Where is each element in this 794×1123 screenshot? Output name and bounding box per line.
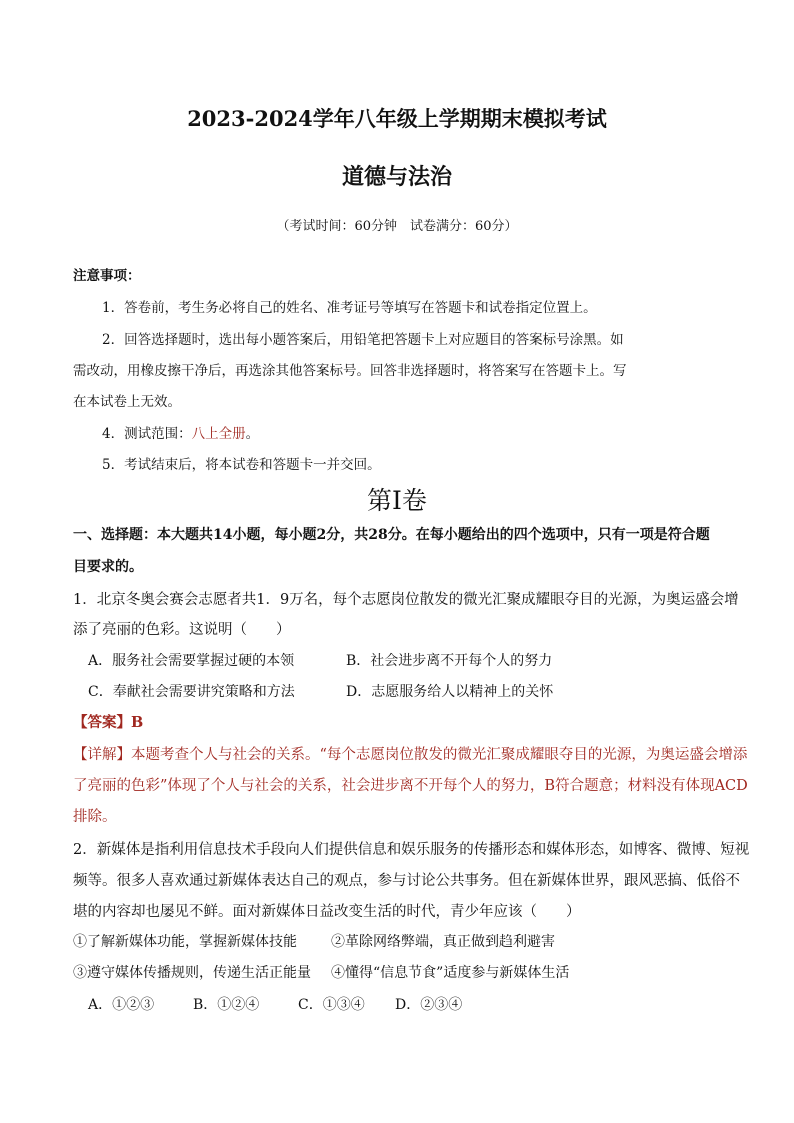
section-desc-line-1: 一、选择题：本大题共14小题，每小题2分，共28分。在每小题给出的四个选项中，只有一项是符合题 (73, 527, 710, 543)
q1-answer: 【答案】B (73, 714, 144, 731)
exam-title: 2023-2024学年八年级上学期期末模拟考试 (187, 106, 607, 131)
q1-detail-line-2: 了亮丽的色彩”体现了个人与社会的关系，社会进步离不开每个人的努力，B符合题意；材料没有体现ACD (73, 778, 748, 794)
q1-detail-line-3: 排除。 (73, 809, 117, 825)
q2-option-a: A．①②③ (88, 997, 155, 1013)
notice-heading: 注意事项： (73, 268, 141, 284)
q2-option-d: D．②③④ (395, 997, 463, 1013)
notice-item-4-suffix: 。 (245, 426, 260, 442)
notice-item-2-line-1: 2．回答选择题时，选出每小题答案后，用铅笔把答题卡上对应题目的答案标号涂黑。如 (102, 332, 624, 348)
q1-stem-line-1: 1．北京冬奥会赛会志愿者共1．9万名，每个志愿岗位散发的微光汇聚成耀眼夺目的光源，为奥运盛会增 (73, 592, 739, 608)
subject-title: 道德与法治 (341, 164, 452, 190)
q1-option-c: C．奉献社会需要讲究策略和方法 (88, 684, 295, 700)
q1-option-d: D．志愿服务给人以精神上的关怀 (346, 684, 554, 700)
notice-item-1: 1．答卷前，考生务必将自己的姓名、准考证号等填写在答题卡和试卷指定位置上。 (102, 300, 597, 316)
q2-stem-line-1: 2．新媒体是指利用信息技术手段向人们提供信息和娱乐服务的传播形态和媒体形态，如博客、微博、短视 (73, 842, 750, 858)
notice-item-4-prefix: 4．测试范围： (102, 426, 192, 442)
notice-item-2-line-3: 在本试卷上无效。 (73, 394, 181, 410)
q2-statement-3: ③遵守媒体传播规则，传递生活正能量 (73, 965, 311, 981)
test-range: 八上全册 (191, 426, 246, 442)
q1-stem-line-2: 添了亮丽的色彩。这说明（ ） (73, 622, 291, 638)
q2-stem-line-3: 堪的内容却也屡见不鲜。面对新媒体日益改变生活的时代，青少年应该（ ） (73, 904, 581, 920)
q2-statement-1: ①了解新媒体功能，掌握新媒体技能 (73, 934, 297, 950)
notice-item-2-line-2: 需改动，用橡皮擦干净后，再选涂其他答案标号。回答非选择题时，将答案写在答题卡上。写 (73, 363, 627, 379)
section-desc-line-2: 目要求的。 (73, 559, 143, 575)
notice-item-5: 5．考试结束后，将本试卷和答题卡一并交回。 (102, 457, 381, 473)
section-title: 第Ⅰ卷 (367, 486, 427, 515)
q2-statement-4: ④懂得“信息节食”适度参与新媒体生活 (331, 965, 570, 981)
notice-item-4 (102, 422, 259, 442)
q1-option-a: A．服务社会需要掌握过硬的本领 (88, 653, 295, 669)
exam-info: （考试时间：60分钟 试卷满分：60分） (276, 219, 518, 234)
q2-statement-2: ②革除网络弊端，真正做到趋利避害 (331, 934, 555, 950)
q1-option-b: B．社会进步离不开每个人的努力 (346, 653, 553, 669)
q2-option-c: C．①③④ (298, 997, 365, 1013)
q2-stem-line-2: 频等。很多人喜欢通过新媒体表达自己的观点，参与讨论公共事务。但在新媒体世界，跟风恶搞、低俗不 (73, 873, 740, 889)
q1-detail-line-1: 【详解】本题考查个人与社会的关系。“每个志愿岗位散发的微光汇聚成耀眼夺目的光源，为奥运盛会增添 (73, 747, 748, 763)
q2-option-b: B．①②④ (193, 997, 260, 1013)
